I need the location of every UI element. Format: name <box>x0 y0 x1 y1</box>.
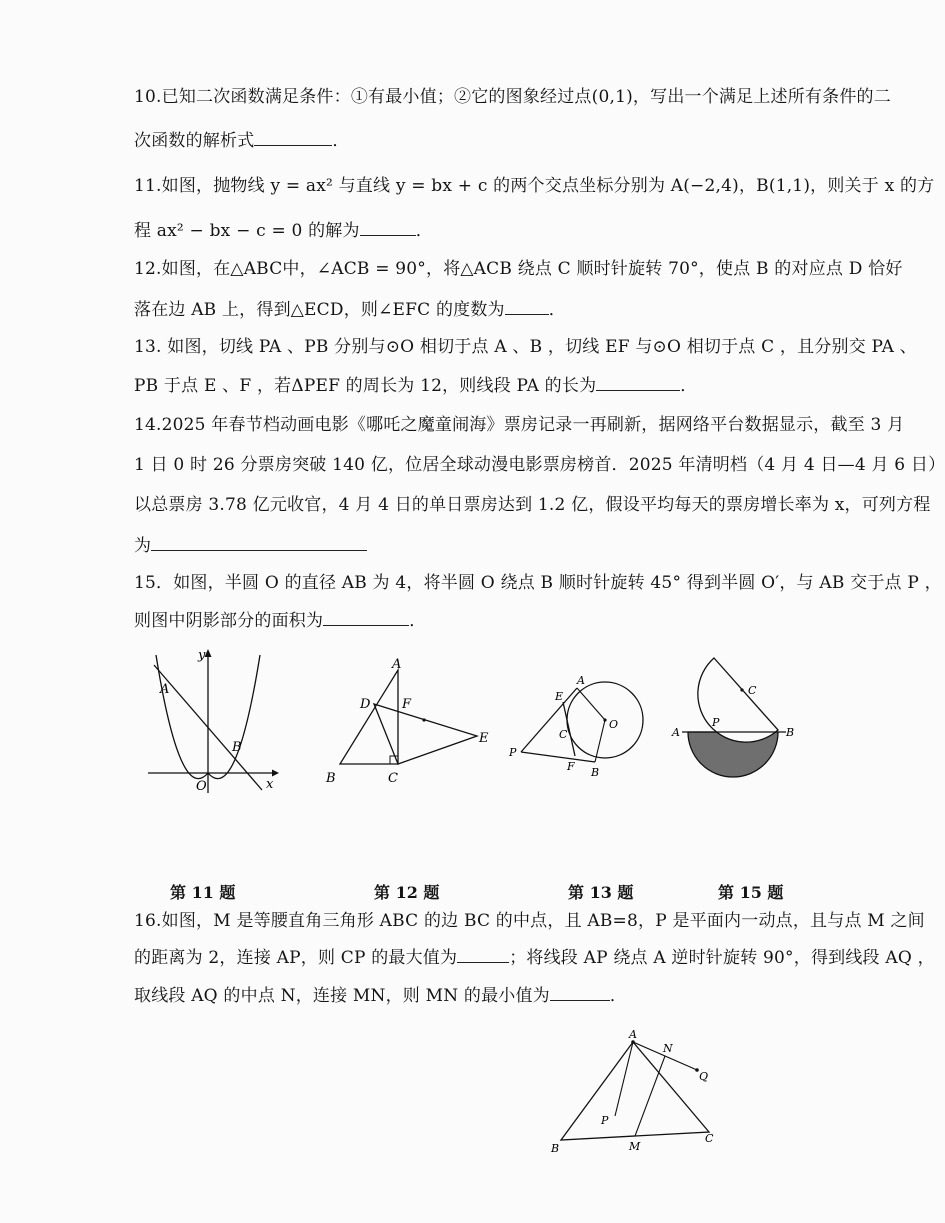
q16-line2 <box>134 946 935 969</box>
q16-line3-text: 取线段 AQ 的中点 N，连接 MN，则 MN 的最小值为 <box>134 986 550 1006</box>
label-b: B <box>591 766 600 779</box>
figure-12 <box>322 652 492 792</box>
q12-line1: 12.如图，在△ABC中，∠ACB = 90°，将△ACB 绕点 C 顺时针旋转 70°，使点 B 的对应点 D 恰好 <box>134 259 903 279</box>
label-f: F <box>402 697 412 712</box>
q14-line2: 1 日 0 时 26 分票房突破 140 亿，位居全球动漫电影票房榜首．2025 年清明档（4 月 4 日—4 月 6 日） <box>134 455 945 475</box>
semicircle-o-prime <box>698 658 778 742</box>
q11-period: ． <box>415 221 433 241</box>
x-axis-arrow <box>272 770 279 777</box>
q10-line2 <box>134 129 350 152</box>
label-o: O <box>196 779 207 794</box>
label-a: A <box>672 726 680 739</box>
q13-line2 <box>134 374 697 397</box>
label-p: P <box>509 746 517 759</box>
q13-line2-text: PB 于点 E 、F ，若ΔPEF 的周长为 12，则线段 PA 的长为 <box>134 376 597 396</box>
q16-answer-blank-2[interactable] <box>550 984 610 1001</box>
q10-answer-blank[interactable] <box>254 129 332 146</box>
q16-line2a-text: 的距离为 2，连接 AP，则 CP 的最大值为 <box>134 948 458 968</box>
y-axis-arrow <box>205 649 212 657</box>
label-n: N <box>663 1042 673 1055</box>
label-m: M <box>629 1140 641 1153</box>
q16-line2b-text: ；将线段 AP 绕点 A 逆时针旋转 90°，得到线段 AQ ， <box>509 948 935 968</box>
q11-answer-blank[interactable] <box>360 219 416 236</box>
triangle-abc <box>561 1042 709 1140</box>
caption-fig15: 第 15 题 <box>718 883 784 902</box>
q10-line2-text: 次函数的解析式 <box>134 131 255 151</box>
segment-ap <box>615 1042 633 1116</box>
label-c: C <box>748 684 757 697</box>
label-x: x <box>266 777 274 792</box>
q10-line1: 10.已知二次函数满足条件：①有最小值；②它的图象经过点(0,1)，写出一个满足上述所有条件的二 <box>134 87 891 107</box>
q13-answer-blank[interactable] <box>596 374 680 391</box>
q15-period: ． <box>409 611 427 631</box>
q16-line1: 16.如图，M 是等腰直角三角形 ABC 的边 BC 的中点，且 AB=8，P 是平面内一动点，且与点 M 之间 <box>134 911 925 931</box>
q15-line2 <box>134 609 426 632</box>
q15-line1: 15．如图，半圆 O 的直径 AB 为 4，将半圆 O 绕点 B 顺时针旋转 45° 得到半圆 O′，与 AB 交于点 P ， <box>134 573 942 593</box>
q11-line1: 11.如图，抛物线 y = ax² 与直线 y = bx + c 的两个交点坐标分别为 A(−2,4)，B(1,1)，则关于 x 的方 <box>134 176 935 196</box>
label-p: P <box>712 716 720 729</box>
label-e: E <box>555 690 564 703</box>
label-a: A <box>577 674 585 687</box>
q12-answer-blank[interactable] <box>505 298 549 315</box>
label-b: B <box>786 726 795 739</box>
label-c: C <box>388 771 398 786</box>
tangent-pa <box>521 688 577 752</box>
radius-oa <box>577 688 605 720</box>
q14-line1: 14.2025 年春节档动画电影《哪吒之魔童闹海》票房记录一再刷新，据网络平台数据显示，截至 3 月 <box>134 415 905 435</box>
q15-answer-blank[interactable] <box>323 609 409 626</box>
q15-line2-text: 则图中阴影部分的面积为 <box>134 611 324 631</box>
label-b: B <box>232 740 242 755</box>
label-a: A <box>160 682 170 697</box>
label-a: A <box>629 1028 637 1041</box>
q14-line4 <box>134 534 367 557</box>
q16-line3 <box>134 984 627 1007</box>
q13-period: ． <box>680 376 698 396</box>
label-b: B <box>326 771 336 786</box>
caption-fig11: 第 11 题 <box>170 883 236 902</box>
label-f: F <box>567 760 575 773</box>
q12-line2-text: 落在边 AB 上，得到△ECD，则∠EFC 的度数为 <box>134 300 505 320</box>
figure-13 <box>505 658 655 788</box>
label-a: A <box>392 657 402 672</box>
point-c-dot <box>740 688 743 691</box>
label-y: y <box>198 648 206 663</box>
q10-period: ． <box>332 131 350 151</box>
caption-fig12: 第 12 题 <box>374 883 440 902</box>
figure-11 <box>140 645 280 795</box>
q13-line1: 13. 如图，切线 PA 、PB 分别与⊙O 相切于点 A 、B ，切线 EF 与⊙O 相切于点 C ，且分别交 PA 、 <box>134 337 917 357</box>
q14-answer-blank[interactable] <box>151 534 367 551</box>
figure-15 <box>668 650 818 790</box>
radius-ob <box>595 720 605 762</box>
caption-fig13: 第 13 题 <box>568 883 634 902</box>
label-o: O <box>609 718 619 731</box>
q12-period: ． <box>548 300 566 320</box>
q14-line4-text: 为 <box>134 536 152 556</box>
label-b: B <box>551 1142 560 1155</box>
tangent-pb <box>521 752 595 762</box>
q11-line2-text: 程 ax² − bx − c = 0 的解为 <box>134 221 360 241</box>
triangle-ecd <box>374 704 477 764</box>
label-p: P <box>601 1114 609 1127</box>
segment-mn <box>635 1056 665 1136</box>
figure-16 <box>545 1028 735 1158</box>
triangle-abc <box>340 670 398 764</box>
q12-line2 <box>134 298 566 321</box>
q16-period: ． <box>609 986 628 1006</box>
label-d: D <box>360 697 371 712</box>
q14-line3: 以总票房 3.78 亿元收官，4 月 4 日的单日票房达到 1.2 亿，假设平均每天的票房增长率为 x，可列方程 <box>134 495 931 515</box>
q16-answer-blank-1[interactable] <box>457 946 509 963</box>
label-e: E <box>479 731 489 746</box>
point-mark <box>422 718 425 721</box>
label-c: C <box>705 1132 714 1145</box>
q11-line2 <box>134 219 433 242</box>
label-c: C <box>559 728 568 741</box>
label-q: Q <box>699 1070 709 1083</box>
center-dot <box>603 718 606 721</box>
